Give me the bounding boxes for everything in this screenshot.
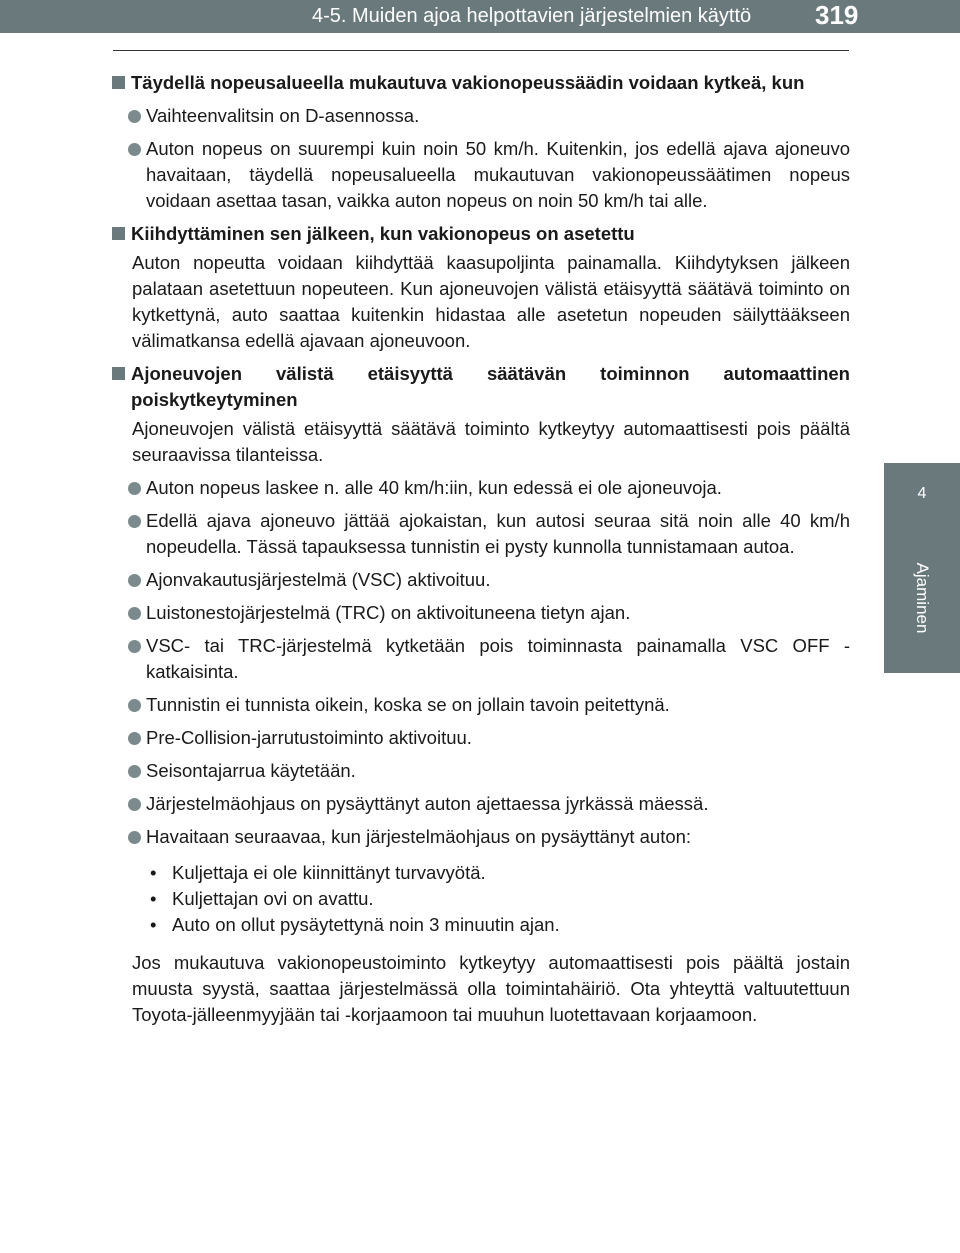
list-item-text: Seisontajarrua käytetään. [146, 760, 356, 781]
list-item-text: Auton nopeus on suurempi kuin noin 50 km/h. Kuitenkin, jos edellä ajava ajoneuvo havaitaan, täydellä nopeusalueella mukautuvan vakionopeussäätimen nopeus voidaan asettaa tasan, vaikka auton nopeus on noin 50 km/h tai alle. [146, 138, 850, 211]
circle-bullet-icon [128, 732, 141, 745]
closing-paragraph: Jos mukautuva vakionopeustoiminto kytkeytyy automaattisesti pois päältä jostain muusta syystä, saattaa järjestelmässä olla toimintahäiriö. Ota yhteyttä valtuutettuun Toyota-jälleenmyyjään tai -korjaamoon tai muuhun luotettavaan korjaamoon. [132, 952, 850, 1025]
list-item [128, 791, 850, 817]
circle-bullet-icon [128, 765, 141, 778]
sub-list [150, 860, 850, 938]
sub-list-item-text: Kuljettajan ovi on avattu. [172, 888, 374, 909]
list-item-text: Edellä ajava ajoneuvo jättää ajokaistan, kun autosi seuraa sitä noin alle 40 km/h nopeudella. Tässä tapauksessa tunnistin ei pysty kunnolla tunnistamaan autoa. [146, 510, 850, 557]
list-item [128, 567, 850, 593]
circle-bullet-icon [128, 640, 141, 653]
page-number: 319 [815, 0, 859, 30]
heading-text: Ajoneuvojen välistä etäisyyttä säätävän toiminnon automaattinen poiskytkeytyminen [131, 363, 850, 410]
list-item [128, 633, 850, 685]
list-item-text: Tunnistin ei tunnista oikein, koska se on jollain tavoin peitettynä. [146, 694, 670, 715]
bullet-dot-icon: • [150, 888, 157, 909]
chapter-label: Ajaminen [913, 562, 932, 634]
paragraph: Ajoneuvojen välistä etäisyyttä säätävä toiminto kytkeytyy automaattisesti pois päältä seuraavissa tilanteissa. [132, 418, 850, 465]
heading-text: Kiihdyttäminen sen jälkeen, kun vakionopeus on asetettu [131, 223, 635, 244]
sub-list-item [150, 860, 850, 886]
list-item [128, 103, 850, 129]
list-item [128, 136, 850, 214]
sub-list-item-text: Auto on ollut pysäytettynä noin 3 minuutin ajan. [172, 914, 560, 935]
list-item [128, 475, 850, 501]
chapter-number: 4 [917, 485, 927, 502]
list-item [128, 692, 850, 718]
circle-bullet-icon [128, 607, 141, 620]
circle-bullet-icon [128, 482, 141, 495]
sub-list-item [150, 886, 850, 912]
square-bullet-icon [112, 367, 125, 380]
section-heading [112, 70, 850, 96]
list-item [128, 600, 850, 626]
circle-bullet-icon [128, 798, 141, 811]
heading-text: Täydellä nopeusalueella mukautuva vakionopeussäädin voidaan kytkeä, kun [131, 72, 805, 93]
list-item-text: Havaitaan seuraavaa, kun järjestelmäohjaus on pysäyttänyt auton: [146, 826, 692, 847]
sub-list-item [150, 912, 850, 938]
list-item [128, 758, 850, 784]
square-bullet-icon [112, 227, 125, 240]
circle-bullet-icon [128, 515, 141, 528]
section-title: 4-5. Muiden ajoa helpottavien järjestelmien käyttö [312, 5, 752, 27]
bullet-dot-icon: • [150, 914, 157, 935]
section-heading [112, 361, 850, 413]
list-item-text: Auton nopeus laskee n. alle 40 km/h:iin, kun edessä ei ole ajoneuvoja. [146, 477, 722, 498]
list-item-text: Vaihteenvalitsin on D-asennossa. [146, 105, 420, 126]
circle-bullet-icon [128, 574, 141, 587]
section-heading [112, 221, 850, 247]
list-item [128, 725, 850, 751]
circle-bullet-icon [128, 110, 141, 123]
page-content [112, 63, 850, 1028]
list-item-text: Ajonvakautusjärjestelmä (VSC) aktivoituu. [146, 569, 491, 590]
sub-list-item-text: Kuljettaja ei ole kiinnittänyt turvavyötä. [172, 862, 486, 883]
circle-bullet-icon [128, 831, 141, 844]
list-item-text: Pre-Collision-jarrutustoiminto aktivoituu. [146, 727, 472, 748]
list-item-text: Järjestelmäohjaus on pysäyttänyt auton ajettaessa jyrkässä mäessä. [146, 793, 709, 814]
top-rule [113, 50, 849, 51]
square-bullet-icon [112, 76, 125, 89]
bullet-dot-icon: • [150, 862, 157, 883]
paragraph: Auton nopeutta voidaan kiihdyttää kaasupoljinta painamalla. Kiihdytyksen jälkeen palataan asetettuun nopeuteen. Kun ajoneuvojen välistä etäisyyttä säätävä toiminto on kytkettynä, auto saattaa kuitenkin hidastaa alle asetetun nopeuden säilyttääkseen välimatkansa edellä ajavaan ajoneuvoon. [132, 252, 850, 351]
list-item-text: Luistonestojärjestelmä (TRC) on aktivoituneena tietyn ajan. [146, 602, 631, 623]
circle-bullet-icon [128, 143, 141, 156]
list-item [128, 508, 850, 560]
list-item [128, 824, 850, 850]
list-item-text: VSC- tai TRC-järjestelmä kytketään pois toiminnasta painamalla VSC OFF -katkaisinta. [146, 635, 850, 682]
circle-bullet-icon [128, 699, 141, 712]
